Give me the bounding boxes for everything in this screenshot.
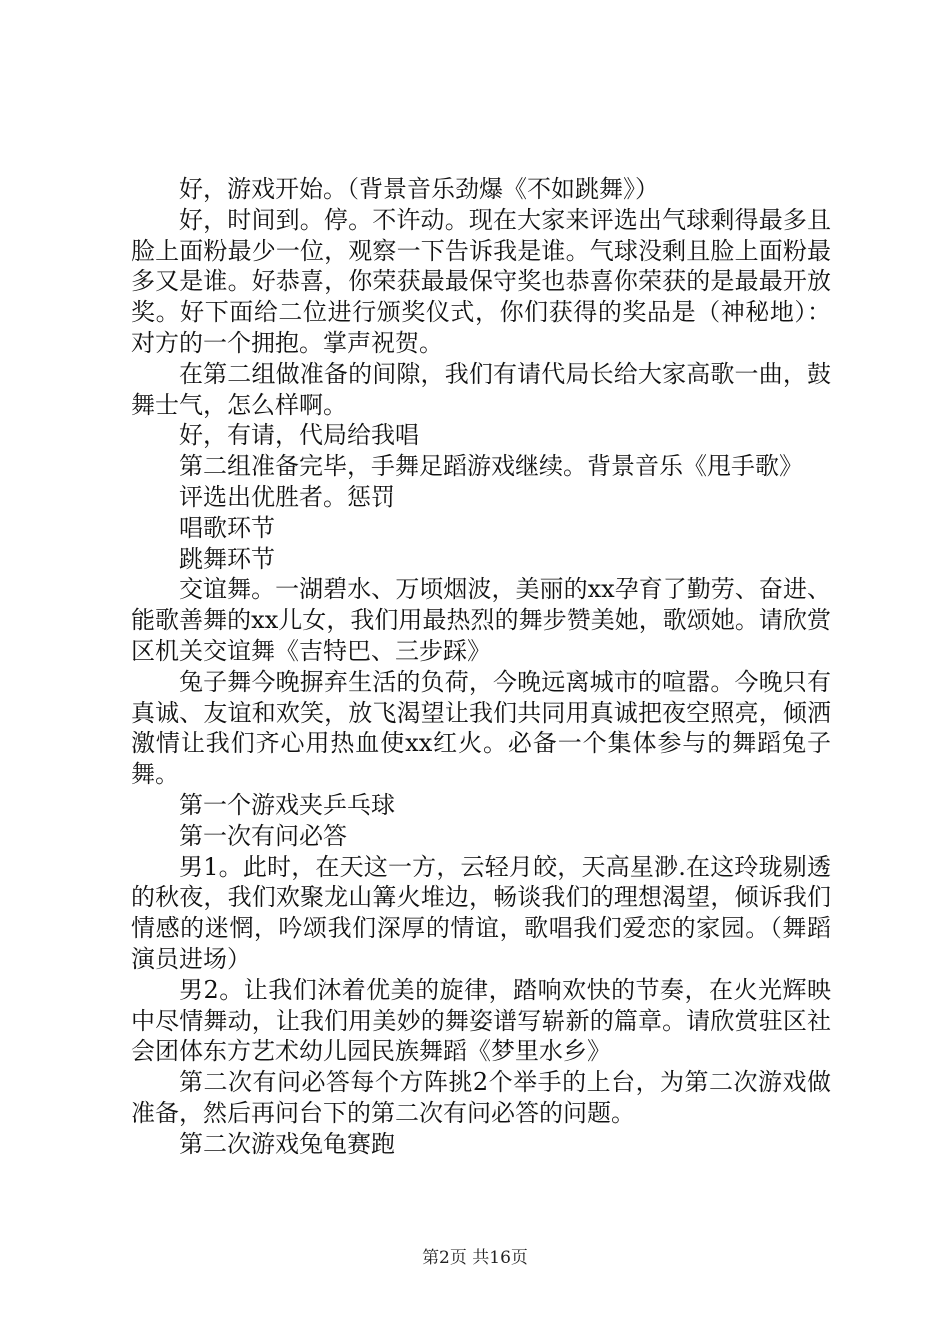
paragraph: 跳舞环节 <box>179 544 275 573</box>
paragraph: 第一个游戏夹乒乓球 <box>179 790 395 819</box>
paragraph: 好，有请，代局给我唱 <box>179 421 419 450</box>
paragraph: 第二次游戏兔龟赛跑 <box>179 1129 395 1158</box>
page-footer: 第2页 共16页 <box>422 1248 528 1268</box>
document-body <box>131 174 831 1160</box>
paragraph: 男1。此时，在天这一方，云轻月皎，天高星渺.在这玲珑剔透的秋夜，我们欢聚龙山篝火堆边，畅谈我们的理想渴望，倾诉我们情感的迷惘，吟颂我们深厚的情谊，歌唱我们爱恋的家园。（舞蹈演员进场） <box>131 852 831 973</box>
paragraph: 好，时间到。停。不许动。现在大家来评选出气球剩得最多且脸上面粉最少一位，观察一下告诉我是谁。气球没剩且脸上面粉最多又是谁。好恭喜，你荣获最最保守奖也恭喜你荣获的是最最开放奖。好下面给二位进行颁奖仪式，你们获得的奖品是（神秘地）：对方的一个拥抱。掌声祝贺。 <box>131 205 831 357</box>
paragraph: 兔子舞今晚摒弃生活的负荷，今晚远离城市的喧嚣。今晚只有真诚、友谊和欢笑，放飞渴望让我们共同用真诚把夜空照亮，倾洒激情让我们齐心用热血使xx红火。必备一个集体参与的舞蹈兔子舞。 <box>131 667 831 789</box>
paragraph: 第一次有问必答 <box>179 821 347 850</box>
paragraph: 男2。让我们沐着优美的旋律，踏响欢快的节奏，在火光辉映中尽情舞动，让我们用美妙的舞姿谱写崭新的篇章。请欣赏驻区社会团体东方艺术幼儿园民族舞蹈《梦里水乡》 <box>131 975 831 1066</box>
paragraph: 第二次有问必答每个方阵挑2个举手的上台，为第二次游戏做准备，然后再问台下的第二次有问必答的问题。 <box>131 1068 831 1127</box>
paragraph: 第二组准备完毕，手舞足蹈游戏继续。背景音乐《甩手歌》 <box>179 452 803 481</box>
paragraph: 唱歌环节 <box>179 513 275 542</box>
paragraph: 好，游戏开始。（背景音乐劲爆《不如跳舞》） <box>179 175 659 203</box>
paragraph: 评选出优胜者。惩罚 <box>179 482 395 511</box>
paragraph: 在第二组做准备的间隙，我们有请代局长给大家高歌一曲，鼓舞士气，怎么样啊。 <box>131 359 831 419</box>
paragraph: 交谊舞。一湖碧水、万顷烟波，美丽的xx孕育了勤劳、奋进、能歌善舞的xx儿女，我们用最热烈的舞步赞美她，歌颂她。请欣赏区机关交谊舞《吉特巴、三步踩》 <box>131 575 831 665</box>
